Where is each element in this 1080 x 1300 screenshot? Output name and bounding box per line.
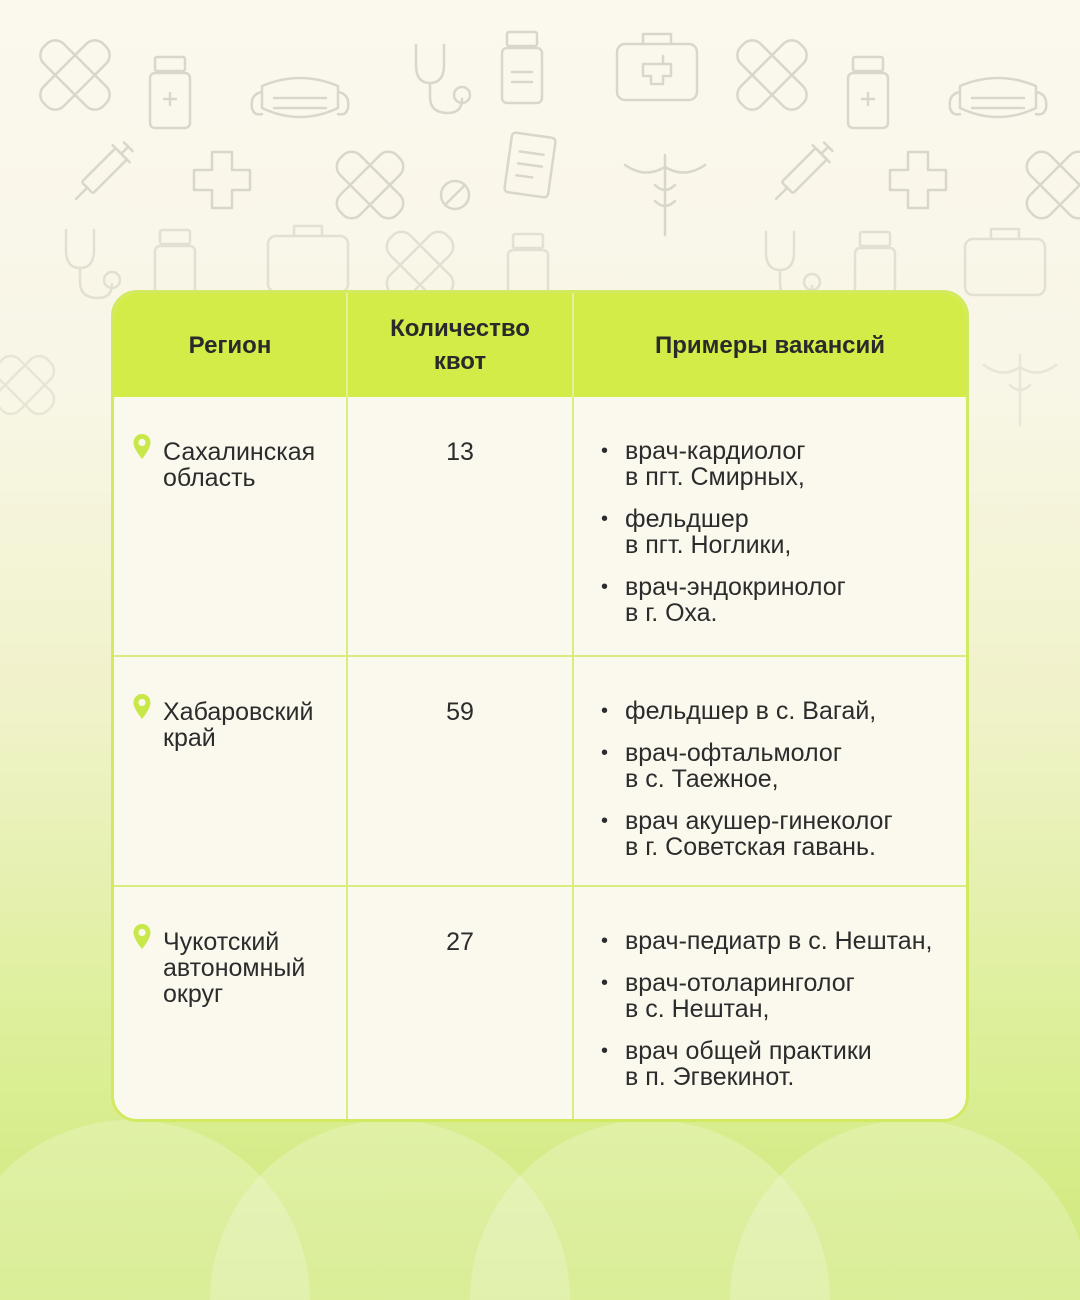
quota-table (114, 293, 966, 1119)
pill-bottle-icon (848, 57, 888, 128)
quota-value: 13 (446, 438, 474, 466)
pills-icon (441, 181, 469, 209)
vacancies-cell (573, 886, 966, 1119)
quota-cell (347, 886, 573, 1119)
plus-cross-icon (194, 152, 250, 208)
vacancies-cell (573, 397, 966, 656)
caduceus-icon (984, 355, 1056, 425)
table-header-row (114, 293, 966, 397)
medical-kit-icon (268, 226, 348, 292)
mask-icon (950, 78, 1047, 117)
region-name: Чукотский автономный округ (163, 928, 306, 1008)
list-item: • врач-эндокринолог в г. Оха. (601, 574, 965, 626)
list-item: • врач-офтальмолог в с. Таежное, (601, 740, 965, 792)
syringe-icon (67, 138, 136, 207)
bandage-icon (313, 128, 426, 241)
list-item: • врач-отоларинголог в с. Нештан, (601, 970, 965, 1022)
medical-kit-icon (965, 229, 1045, 295)
quota-value: 27 (446, 928, 474, 956)
map-pin-icon (132, 693, 152, 721)
region-cell (114, 656, 347, 886)
table-row (114, 397, 966, 656)
list-item: • врач-кардиолог в пгт. Смирных, (601, 438, 965, 490)
bandage-icon (0, 337, 73, 433)
stethoscope-icon (416, 45, 470, 113)
vacancy-list (575, 888, 965, 1090)
list-item: • врач акушер-гинеколог в г. Советская гавань. (601, 808, 965, 860)
pill-bottle-icon (150, 57, 190, 128)
bandage-icon (713, 16, 832, 135)
region-cell (114, 397, 347, 656)
table-row (114, 656, 966, 886)
stethoscope-icon (66, 230, 120, 298)
bandage-icon (16, 16, 135, 135)
quota-table-card (111, 290, 969, 1122)
caduceus-icon (625, 155, 705, 235)
region-name: Хабаровский край (163, 698, 314, 752)
vacancies-cell (573, 656, 966, 886)
list-item: • фельдшер в с. Вагай, (601, 698, 965, 724)
pill-bottle-icon (502, 32, 542, 103)
header-quota: Количество квот (347, 293, 573, 397)
syringe-icon (767, 138, 836, 207)
map-pin-icon (132, 923, 152, 951)
region-cell (114, 886, 347, 1119)
table-row (114, 886, 966, 1119)
quota-cell (347, 656, 573, 886)
bandage-icon (1003, 128, 1080, 241)
quota-cell (347, 397, 573, 656)
region-name: Сахалинская область (163, 438, 316, 492)
vacancy-list (575, 398, 965, 626)
medical-kit-icon (617, 34, 697, 100)
vacancy-list (575, 658, 965, 860)
list-item: • фельдшер в пгт. Ноглики, (601, 506, 965, 558)
quota-value: 59 (446, 698, 474, 726)
header-vacancies: Примеры вакансий (573, 293, 966, 397)
map-pin-icon (132, 433, 152, 461)
list-item: • врач-педиатр в с. Нештан, (601, 928, 965, 954)
mask-icon (252, 78, 349, 117)
header-region: Регион (188, 331, 272, 359)
prescription-icon (504, 132, 556, 198)
plus-cross-icon (890, 152, 946, 208)
list-item: • врач общей практики в п. Эгвекинот. (601, 1038, 965, 1090)
